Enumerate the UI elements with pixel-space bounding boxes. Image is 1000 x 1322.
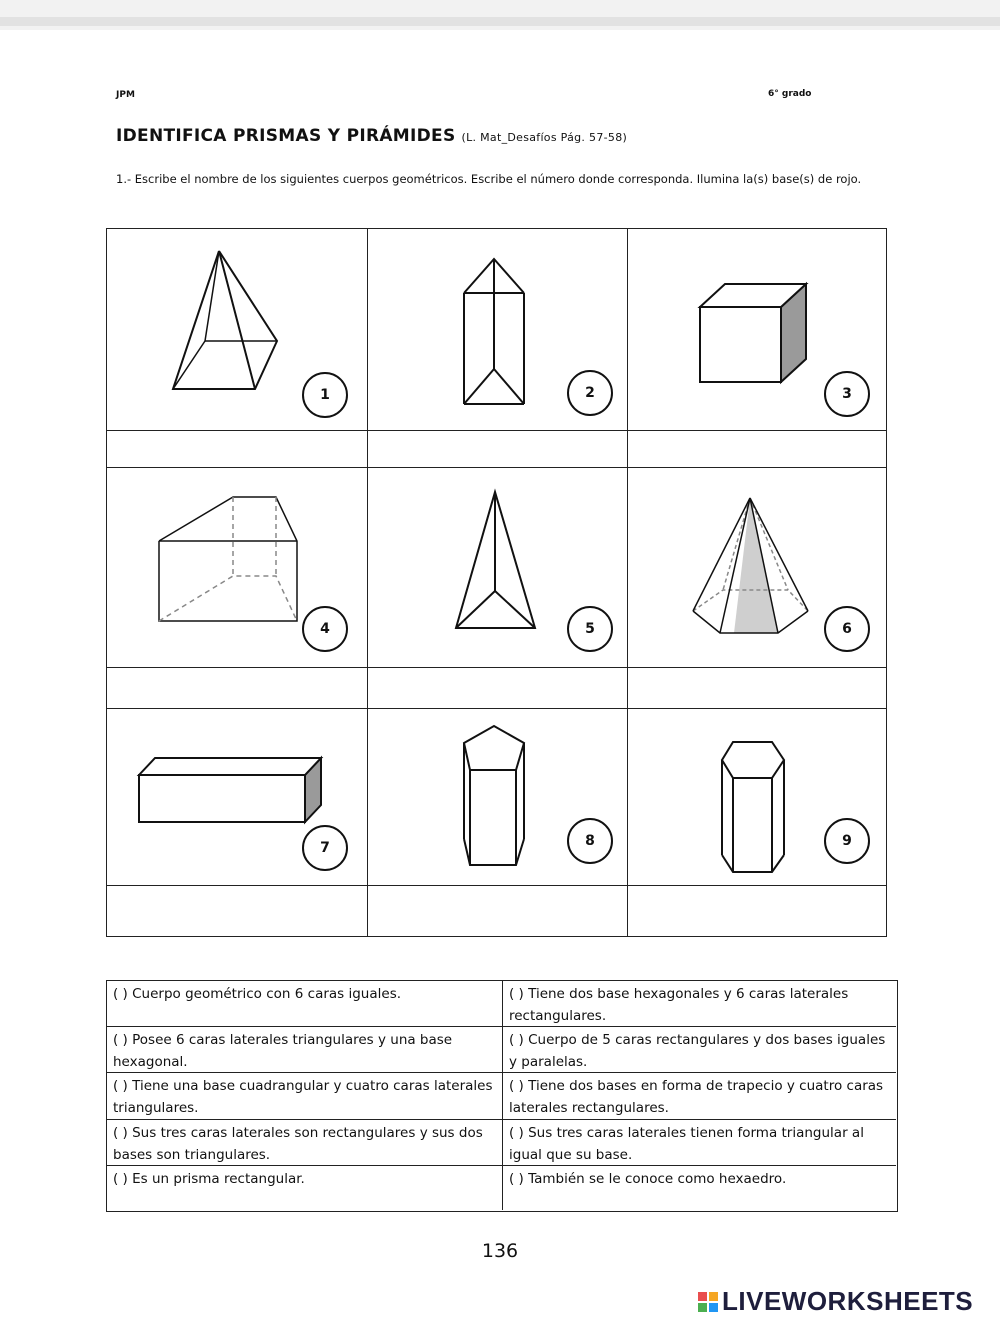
logo-square (698, 1303, 707, 1312)
answer-box-1[interactable] (107, 431, 368, 468)
shape-number-badge: 8 (567, 818, 613, 864)
answer-box-4[interactable] (107, 668, 368, 709)
shape-number-badge: 5 (567, 606, 613, 652)
clue-cell[interactable]: ( ) Cuerpo de 5 caras rectangulares y dos bases iguales y paralelas. (503, 1027, 896, 1073)
shape-number-badge: 9 (824, 818, 870, 864)
clue-cell[interactable]: ( ) Cuerpo geométrico con 6 caras iguales. (107, 981, 503, 1027)
top-bar (0, 0, 1000, 30)
answer-box-3[interactable] (628, 431, 887, 468)
shape-cell-3 (628, 229, 887, 431)
shapes-grid (106, 228, 887, 937)
answer-box-6[interactable] (628, 668, 887, 709)
clue-cell[interactable]: ( ) Tiene dos base hexagonales y 6 caras laterales rectangulares. (503, 981, 896, 1027)
top-bar-stripe (0, 17, 1000, 26)
shape-number-badge: 3 (824, 371, 870, 417)
shape-cell-7 (107, 709, 368, 886)
shape-cell-2 (368, 229, 628, 431)
answer-box-5[interactable] (368, 668, 628, 709)
answer-box-8[interactable] (368, 886, 628, 936)
clue-cell[interactable]: ( ) Posee 6 caras laterales triangulares y una base hexagonal. (107, 1027, 503, 1073)
page-number: 136 (481, 1240, 519, 1262)
shape-number-badge: 7 (302, 825, 348, 871)
clue-cell[interactable]: ( ) Tiene dos bases en forma de trapecio y cuatro caras laterales rectangulares. (503, 1073, 896, 1120)
answer-box-2[interactable] (368, 431, 628, 468)
shape-cell-6 (628, 468, 887, 668)
shape-cell-9 (628, 709, 887, 886)
shape-number-badge: 2 (567, 370, 613, 416)
shape-cell-5 (368, 468, 628, 668)
teacher-initials: JPM (116, 90, 135, 100)
title-reference: (L. Mat_Desafíos Pág. 57-58) (461, 131, 628, 144)
page-title (116, 126, 627, 146)
shape-cell-1 (107, 229, 368, 431)
logo-square (709, 1303, 718, 1312)
shape-cell-8 (368, 709, 628, 886)
logo-square (709, 1292, 718, 1301)
shape-number-badge: 6 (824, 606, 870, 652)
shape-number-badge: 4 (302, 606, 348, 652)
logo-mark-icon (698, 1292, 718, 1312)
answer-box-7[interactable] (107, 886, 368, 936)
clue-cell[interactable]: ( ) También se le conoce como hexaedro. (509, 1171, 787, 1187)
instruction-text: 1.- Escribe el nombre de los siguientes cuerpos geométricos. Escribe el número donde corresponda. Ilumina la(s) base(s) de rojo. (116, 172, 862, 186)
brand-logo[interactable] (698, 1286, 973, 1317)
clues-table (106, 980, 898, 1212)
shape-cell-4 (107, 468, 368, 668)
clue-cell[interactable]: ( ) Es un prisma rectangular. (107, 1166, 503, 1210)
title-text: IDENTIFICA PRISMAS Y PIRÁMIDES (116, 126, 456, 146)
clue-cell[interactable]: ( ) Sus tres caras laterales son rectangulares y sus dos bases son triangulares. (107, 1120, 503, 1166)
answer-box-9[interactable] (628, 886, 887, 936)
shape-number-badge: 1 (302, 372, 348, 418)
logo-square (698, 1292, 707, 1301)
clue-cell[interactable]: ( ) Sus tres caras laterales tienen forma triangular al igual que su base. (503, 1120, 896, 1166)
brand-name: LIVEWORKSHEETS (722, 1286, 974, 1316)
grade-label: 6° grado (768, 89, 812, 99)
clue-cell[interactable]: ( ) Tiene una base cuadrangular y cuatro caras laterales triangulares. (107, 1073, 503, 1120)
